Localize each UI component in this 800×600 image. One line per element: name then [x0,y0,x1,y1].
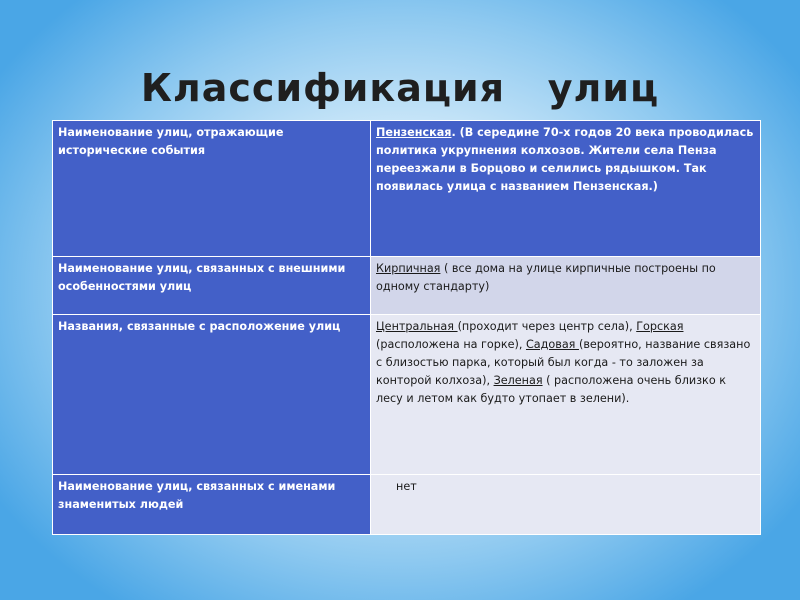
street-description: (проходит через центр села), [457,320,637,333]
example-cell [371,475,761,535]
street-description: (вероятно, название связано с близостью парка, который был когда - то заложен за конторой колхоза), [376,338,751,387]
street-description: ( расположена очень близко к лесу и летом как будто утопает в зелени). [376,374,726,405]
street-description: (расположена на горке), [376,338,526,351]
street-description: ( все дома на улице кирпичные построены по одному стандарту) [376,262,716,293]
street-name: Центральная [376,320,458,333]
table-row [53,315,761,475]
category-cell: Наименование улиц, связанных с внешними особенностями улиц [53,257,371,315]
street-name: Зеленая [493,374,543,387]
example-cell [371,257,761,315]
example-cell [371,121,761,257]
table-row [53,475,761,535]
street-name: Кирпичная [376,262,441,275]
street-description: . (В середине 70-х годов 20 века проводилась политика укрупнения колхозов. Жители села Пенза переезжали в Борцово и селились рядышком. Так появилась улица с названием Пензенская.) [376,126,754,193]
table-row [53,257,761,315]
slide-title: Классификация улиц [140,66,660,110]
street-name: Садовая [525,338,579,351]
street-name: Пензенская [376,126,452,139]
table-row [53,121,761,257]
category-cell: Названия, связанные с расположение улиц [53,315,371,475]
street-name: Горская [636,320,684,333]
classification-table [52,120,761,535]
category-cell: Наименование улиц, отражающие исторические события [53,121,371,257]
no-value-text: нет [396,480,417,493]
example-cell [371,315,761,475]
category-cell: Наименование улиц, связанных с именами знаменитых людей [53,475,371,535]
